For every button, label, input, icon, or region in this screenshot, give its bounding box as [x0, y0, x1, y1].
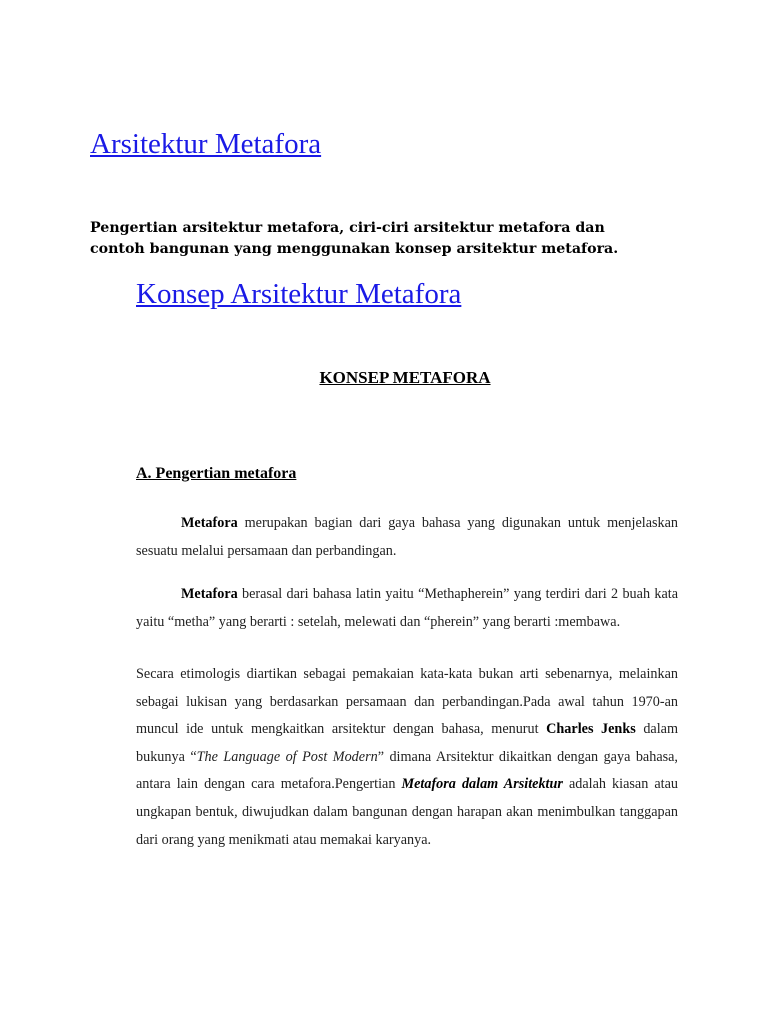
paragraph-text: ” dimana Arsitektur dikaitkan dengan gaya bahasa, antara lain dengan cara metafora.Pengertian — [136, 748, 678, 793]
section-heading: KONSEP METAFORA — [319, 368, 491, 387]
term-metafora-arsitektur: Metafora dalam Arsitektur — [401, 776, 563, 793]
subsection-heading: A. Pengertian metafora — [136, 465, 297, 482]
book-title: The Language of Post Modern — [196, 748, 378, 765]
paragraph-etymology — [136, 581, 678, 636]
paragraph-architecture — [136, 661, 678, 854]
term-metafora: Metafora — [181, 586, 238, 602]
document-summary: Pengertian arsitektur metafora, ciri-ciri arsitektur metafora dan contoh bangunan yang menggunakan konsep arsitektur metafora. — [90, 220, 619, 257]
subtitle-link[interactable]: Konsep Arsitektur Metafora — [136, 278, 462, 310]
author-name: Charles Jenks — [546, 721, 636, 738]
paragraph-text: merupakan bagian dari gaya bahasa yang digunakan untuk menjelaskan sesuatu melalui persamaan dan perbandingan. — [136, 515, 678, 559]
paragraph-text: Secara etimologis diartikan sebagai pemakaian kata-kata bukan arti sebenarnya, melainkan sebagai lukisan yang berdasarkan persamaan dan perbandingan.Pada awal tahun 1970-an muncul ide untuk mengkaitkan arsitektur dengan bahasa, menurut — [136, 666, 678, 738]
paragraph-text: adalah kiasan atau ungkapan bentuk, diwujudkan dalam bangunan dengan harapan akan menimbulkan tanggapan dari orang yang menikmati atau memakai karyanya. — [136, 776, 678, 848]
paragraph-text: dalam bukunya “ — [136, 721, 679, 765]
paragraph-definition — [136, 510, 678, 565]
paragraph-text: berasal dari bahasa latin yaitu “Methapherein” yang terdiri dari 2 buah kata yaitu “metha” yang berarti : setelah, melewati dan “pherein” yang berarti :membawa. — [136, 586, 678, 630]
term-metafora: Metafora — [181, 515, 238, 531]
document-title-link[interactable]: Arsitektur Metafora — [90, 128, 322, 160]
